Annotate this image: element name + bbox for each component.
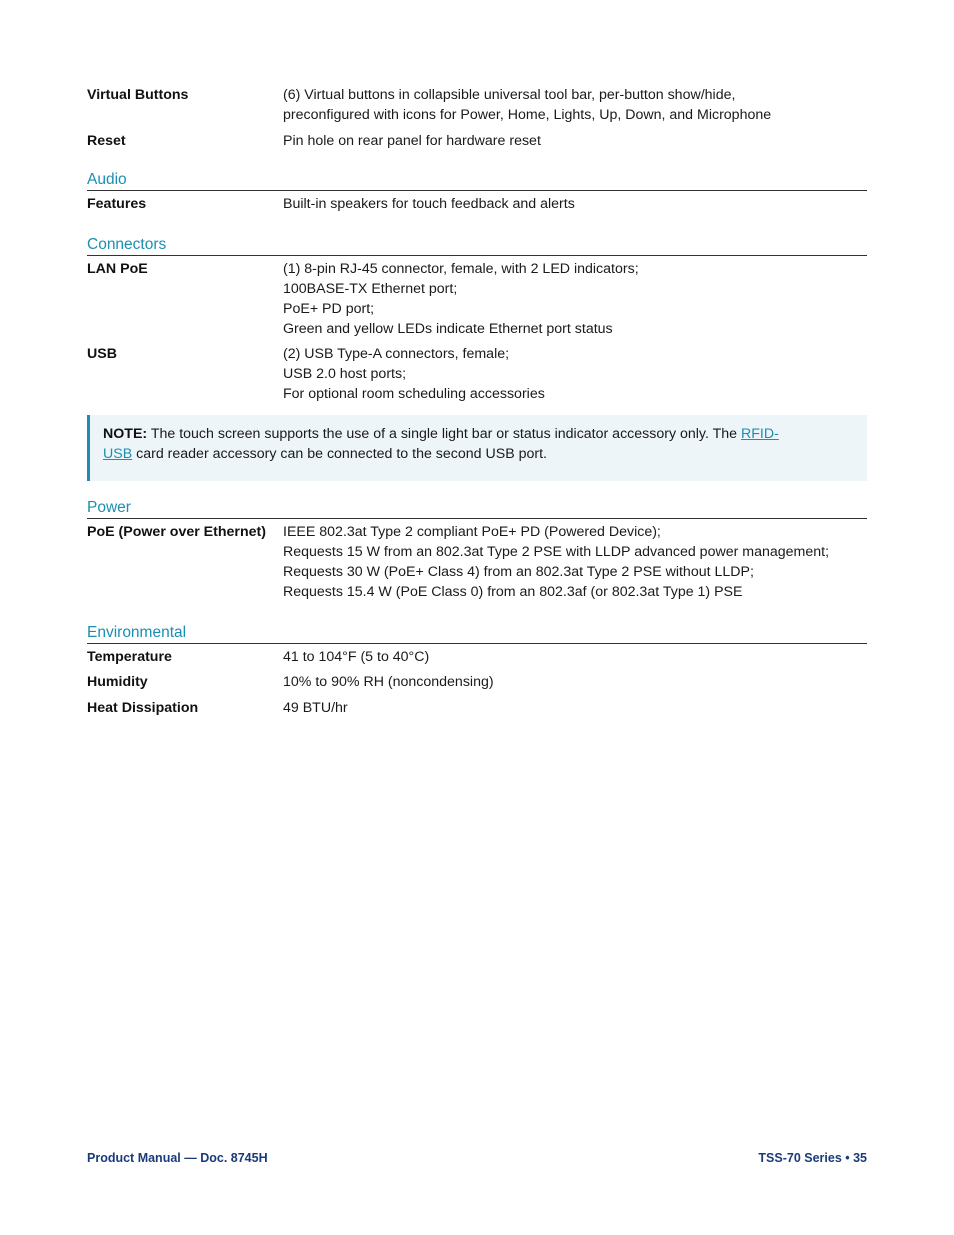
spec-label: Humidity (87, 674, 148, 691)
note-label: NOTE: (103, 425, 148, 442)
spec-value (283, 673, 867, 693)
spec-value (283, 195, 867, 215)
section-title-audio: Audio (87, 170, 867, 191)
spec-row-features (87, 195, 867, 215)
spec-label: PoE (Power over Ethernet) (87, 524, 266, 541)
section-title-connectors: Connectors (87, 235, 867, 256)
spec-value-line: Built-in speakers for touch feedback and alerts (283, 196, 575, 213)
spec-value (283, 86, 867, 126)
spec-row-heat-dissipation (87, 699, 867, 719)
section-title-environmental: Environmental (87, 623, 867, 644)
spec-label: Virtual Buttons (87, 87, 189, 103)
spec-label: USB (87, 346, 117, 363)
spec-value-line: Requests 15 W from an 802.3at Type 2 PSE with LLDP advanced power management; (283, 544, 830, 561)
spec-value-line: PoE+ PD port; (283, 300, 375, 317)
note-box (87, 415, 867, 482)
spec-value (283, 345, 867, 404)
spec-value-line: (6) Virtual buttons in collapsible universal tool bar, per-button show/hide, (283, 87, 736, 103)
footer-doc-title: Product Manual — Doc. 8745H (87, 1151, 268, 1165)
spec-label: Reset (87, 132, 126, 149)
spec-value-line: Requests 15.4 W (PoE Class 0) from an 802.3af (or 802.3at Type 1) PSE (283, 583, 743, 600)
spec-value-line: preconfigured with icons for Power, Home, Lights, Up, Down, and Microphone (283, 106, 772, 123)
spec-value-line: For optional room scheduling accessories (283, 385, 545, 402)
spec-row-reset (87, 132, 867, 152)
spec-value-line: USB 2.0 host ports; (283, 366, 407, 383)
spec-content (87, 86, 867, 719)
spec-value (283, 132, 867, 152)
spec-row-temperature (87, 648, 867, 668)
spec-row-virtual-buttons (87, 86, 867, 126)
spec-value-line: Green and yellow LEDs indicate Ethernet port status (283, 320, 613, 337)
spec-value-line: Requests 30 W (PoE+ Class 4) from an 802.3at Type 2 PSE without LLDP; (283, 563, 754, 580)
spec-value (283, 699, 867, 719)
footer-page-number: TSS-70 Series • 35 (758, 1151, 867, 1165)
spec-value (283, 260, 867, 339)
note-text: The touch screen supports the use of a single light bar or status indicator accessory only. The (147, 425, 741, 442)
spec-label: Features (87, 196, 147, 213)
spec-row-humidity (87, 673, 867, 693)
spec-value-line: (2) USB Type-A connectors, female; (283, 346, 510, 363)
spec-label: LAN PoE (87, 261, 148, 278)
link-text-part1: RFID- (740, 425, 779, 442)
page-footer (87, 1151, 867, 1165)
spec-row-usb (87, 345, 867, 404)
spec-value-line: 41 to 104°F (5 to 40°C) (283, 648, 430, 665)
spec-value-line: 10% to 90% RH (noncondensing) (283, 674, 494, 691)
spec-value (283, 523, 867, 602)
spec-value-line: (1) 8-pin RJ-45 connector, female, with 2 LED indicators; (283, 261, 639, 278)
spec-row-lan-poe (87, 260, 867, 339)
section-title-power: Power (87, 498, 867, 519)
spec-value-line: IEEE 802.3at Type 2 compliant PoE+ PD (Powered Device); (283, 524, 661, 541)
spec-row-poe (87, 523, 867, 602)
spec-value (283, 648, 867, 668)
spec-value-line: 100BASE-TX Ethernet port; (283, 280, 458, 297)
spec-value-line: 49 BTU/hr (283, 700, 348, 717)
spec-label: Heat Dissipation (87, 700, 199, 717)
link-text-part2: USB (103, 445, 133, 462)
spec-value-line: Pin hole on rear panel for hardware reset (283, 132, 541, 149)
note-text: card reader accessory can be connected to the second USB port. (132, 445, 547, 462)
spec-label: Temperature (87, 648, 172, 665)
